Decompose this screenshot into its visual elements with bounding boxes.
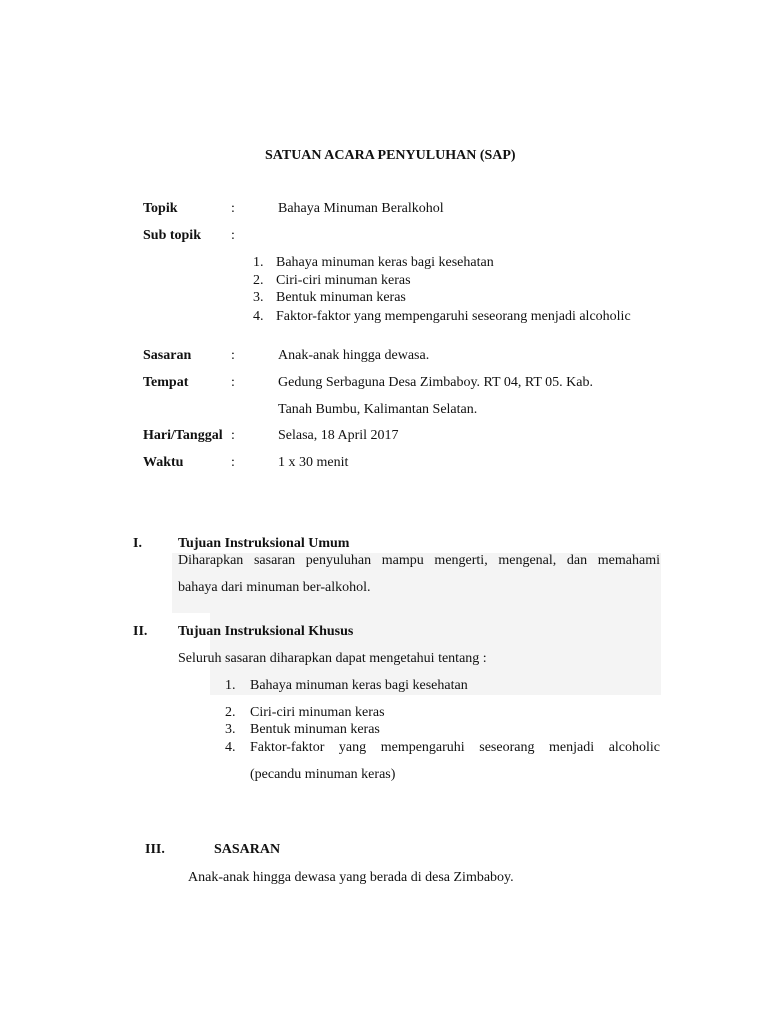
list-item-cont: (pecandu minuman keras) [250,767,396,782]
list-item: Faktor-faktor yang mempengaruhi seseorang menjadi alcoholic [250,740,660,755]
section-title: Tujuan Instruksional Khusus [178,624,354,639]
list-item: Bahaya minuman keras bagi kesehatan [250,678,468,693]
page-title: SATUAN ACARA PENYULUHAN (SAP) [265,148,516,163]
sasaran-value: Anak-anak hingga dewasa. [278,348,430,363]
hari-label: Hari/Tanggal [143,428,223,443]
subtopik-item: Ciri-ciri minuman keras [276,273,411,288]
hari-value: Selasa, 18 April 2017 [278,428,399,443]
tempat-value: Gedung Serbaguna Desa Zimbaboy. RT 04, RT 05. Kab. [278,375,593,390]
waktu-label: Waktu [143,455,184,470]
section-paragraph: Diharapkan sasaran penyuluhan mampu mengerti, mengenal, dan memahami [178,553,660,568]
section-intro: Seluruh sasaran diharapkan dapat mengetahui tentang : [178,651,487,666]
subtopik-item: Faktor-faktor yang mempengaruhi seseorang menjadi alcoholic [276,309,631,324]
section-paragraph-cont: bahaya dari minuman ber-alkohol. [178,580,371,595]
topik-value: Bahaya Minuman Beralkohol [278,201,444,216]
section-title: SASARAN [214,842,281,857]
list-num: 1. [225,678,236,693]
subtopik-num: 2. [253,273,264,288]
colon: : [231,455,235,470]
sasaran-label: Sasaran [143,348,192,363]
colon: : [231,201,235,216]
topik-label: Topik [143,201,178,216]
list-item: Bentuk minuman keras [250,722,380,737]
section-paragraph: Anak-anak hingga dewasa yang berada di desa Zimbaboy. [188,870,514,885]
subtopik-item: Bentuk minuman keras [276,290,406,305]
colon: : [231,428,235,443]
colon: : [231,348,235,363]
colon: : [231,375,235,390]
tempat-label: Tempat [143,375,189,390]
subtopik-num: 3. [253,290,264,305]
subtopik-num: 1. [253,255,264,270]
list-item: Ciri-ciri minuman keras [250,705,385,720]
list-num: 2. [225,705,236,720]
list-num: 4. [225,740,236,755]
subtopik-num: 4. [253,309,264,324]
subtopik-label: Sub topik [143,228,201,243]
section-number: I. [133,536,142,551]
waktu-value: 1 x 30 menit [278,455,349,470]
section-number: II. [133,624,148,639]
section-number: III. [145,842,165,857]
list-num: 3. [225,722,236,737]
tempat-value-cont: Tanah Bumbu, Kalimantan Selatan. [278,402,478,417]
subtopik-item: Bahaya minuman keras bagi kesehatan [276,255,494,270]
colon: : [231,228,235,243]
section-title: Tujuan Instruksional Umum [178,536,350,551]
